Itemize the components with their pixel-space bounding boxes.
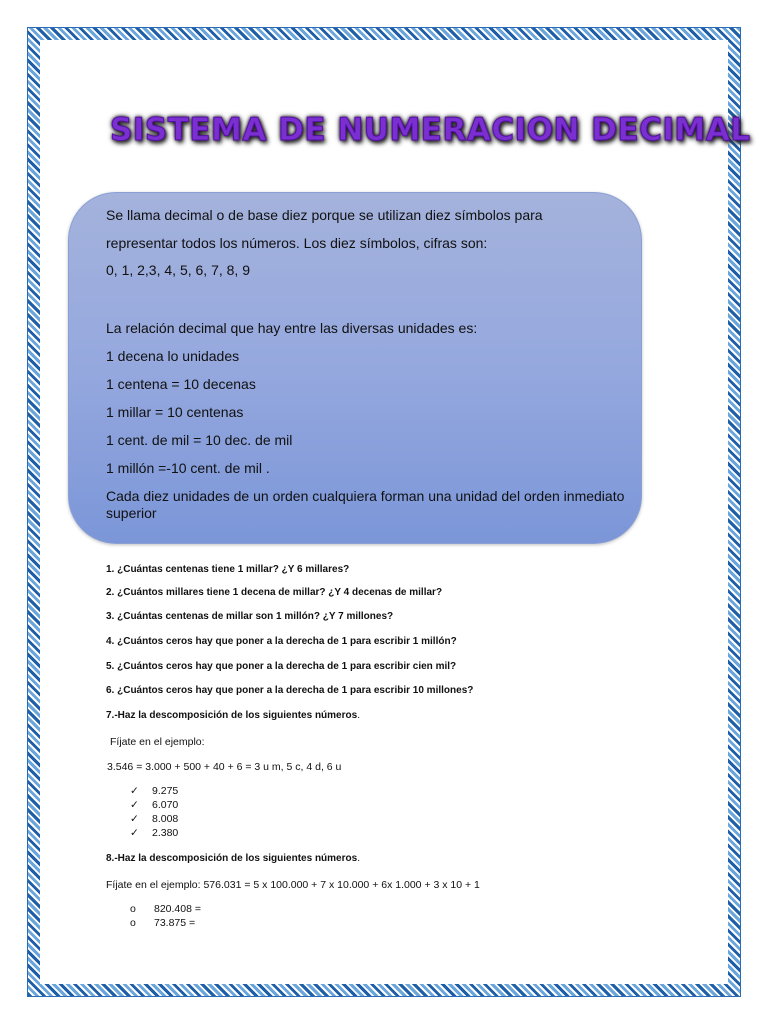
section8-example: Fíjate en el ejemplo: 576.031 = 5 x 100.000 + 7 x 10.000 + 6x 1.000 + 3 x 10 + 1 <box>106 879 480 891</box>
box-closing: Cada diez unidades de un orden cualquiera forman una unidad del orden inmediato superior <box>106 488 625 521</box>
section7-heading-text: 7.-Haz la descomposición de los siguientes números <box>106 710 358 721</box>
box-line-4: La relación decimal que hay entre las diversas unidades es: <box>106 320 478 336</box>
section7-item-3 <box>130 813 178 826</box>
question-4: 4. ¿Cuántos ceros hay que poner a la derecha de 1 para escribir 1 millón? <box>106 636 457 647</box>
section8-item-2 <box>130 917 195 930</box>
section7-heading-dot: . <box>357 710 360 721</box>
box-line-9: 1 millón =-10 cent. de mil . <box>106 460 270 476</box>
question-2: 2. ¿Cuántos millares tiene 1 decena de millar? ¿Y 4 decenas de millar? <box>106 587 443 598</box>
section7-item-2 <box>130 799 178 812</box>
section8-item-value: 73.875 = <box>154 917 196 929</box>
box-line-5: 1 decena lo unidades <box>106 348 240 364</box>
circle-bullet-icon: o <box>130 903 136 915</box>
section7-example-label: Fíjate en el ejemplo: <box>110 736 205 748</box>
section7-item-value: 6.070 <box>152 799 179 811</box>
section7-heading <box>106 710 360 722</box>
question-3: 3. ¿Cuántas centenas de millar son 1 millón? ¿Y 7 millones? <box>106 611 394 622</box>
question-1: 1. ¿Cuántas centenas tiene 1 millar? ¿Y 6 millares? <box>106 564 350 575</box>
check-icon: ✓ <box>130 785 139 797</box>
box-line-2: representar todos los números. Los diez símbolos, cifras son: <box>106 235 488 251</box>
section7-item-value: 9.275 <box>152 785 179 797</box>
section7-item-value: 8.008 <box>152 813 179 825</box>
section7-item-value: 2.380 <box>152 827 179 839</box>
section7-example: 3.546 = 3.000 + 500 + 40 + 6 = 3 u m, 5 c, 4 d, 6 u <box>107 761 342 773</box>
check-icon: ✓ <box>130 799 139 811</box>
question-6: 6. ¿Cuántos ceros hay que poner a la derecha de 1 para escribir 10 millones? <box>106 685 474 696</box>
section7-item-4 <box>130 827 178 840</box>
box-line-1: Se llama decimal o de base diez porque se utilizan diez símbolos para <box>106 207 543 223</box>
page-title: SISTEMA DE NUMERACION DECIMAL <box>110 112 751 148</box>
section8-item-1 <box>130 903 201 916</box>
check-icon: ✓ <box>130 813 139 825</box>
box-line-6: 1 centena = 10 decenas <box>106 376 256 392</box>
check-icon: ✓ <box>130 827 139 839</box>
circle-bullet-icon: o <box>130 917 136 929</box>
section8-heading-text: 8.-Haz la descomposición de los siguientes números <box>106 853 358 864</box>
section8-item-value: 820.408 = <box>154 903 202 915</box>
section8-heading-dot: . <box>357 853 360 864</box>
box-line-7: 1 millar = 10 centenas <box>106 404 244 420</box>
box-line-8: 1 cent. de mil = 10 dec. de mil <box>106 432 293 448</box>
box-line-3: 0, 1, 2,3, 4, 5, 6, 7, 8, 9 <box>106 262 250 278</box>
question-5: 5. ¿Cuántos ceros hay que poner a la derecha de 1 para escribir cien mil? <box>106 661 457 672</box>
section7-item-1 <box>130 785 178 798</box>
section8-heading <box>106 853 360 865</box>
